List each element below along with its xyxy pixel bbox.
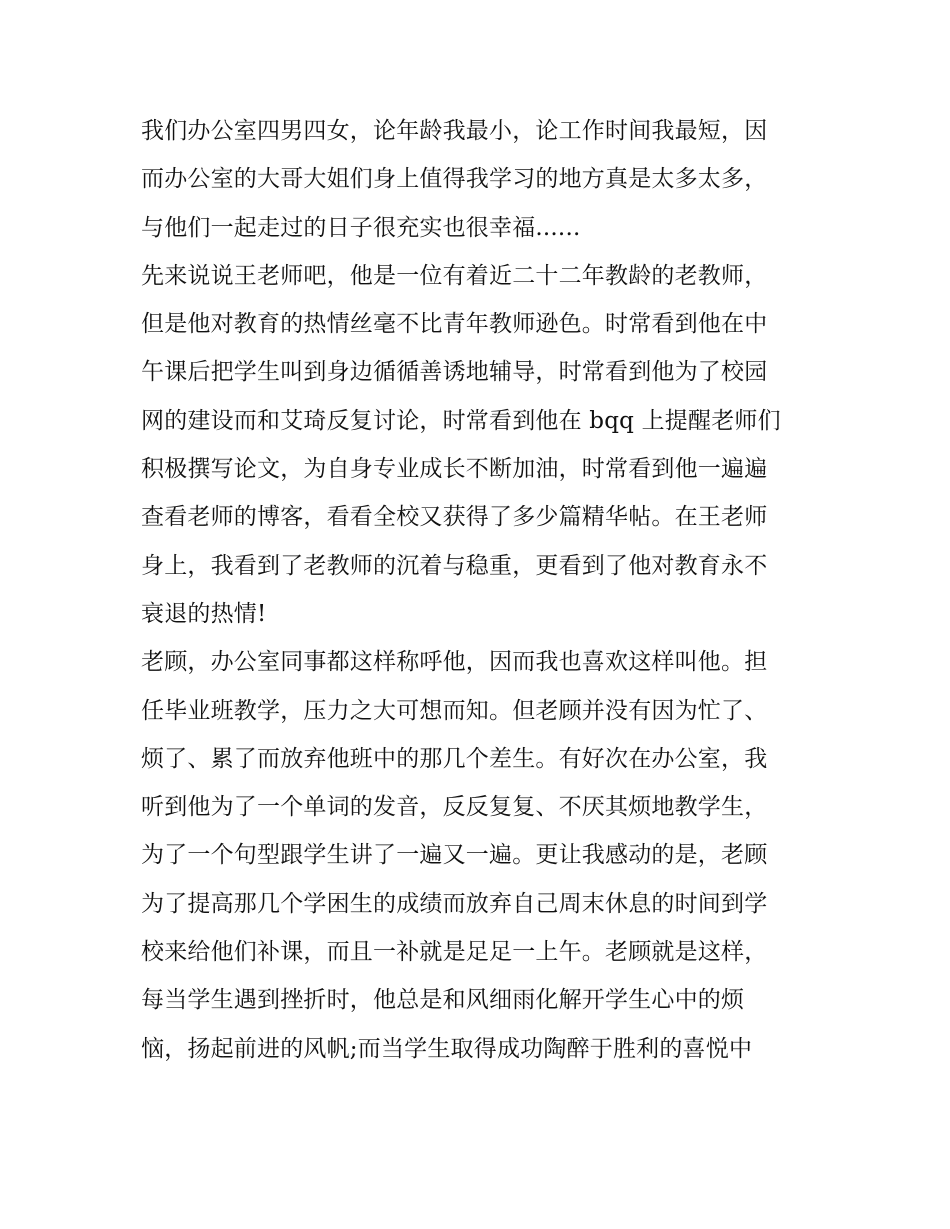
text-line: 我们办公室四男四女，论年龄我最小，论工作时间我最短，因 [141,118,768,144]
body-text [141,107,821,1073]
text-line: 为了一个句型跟学生讲了一遍又一遍。更让我感动的是，老顾 [141,842,768,869]
text-line: 烦了、累了而放弃他班中的那几个差生。有好次在办公室，我 [141,745,768,772]
text-line: 每当学生遇到挫折时，他总是和风细雨化解开学生心中的烦 [141,987,745,1014]
text-line: 但是他对教育的热情丝毫不比青年教师逊色。时常看到他在中 [141,311,768,338]
text-line: 午课后把学生叫到身边循循善诱地辅导，时常看到他为了校园 [141,359,768,386]
text-line: 校来给他们补课，而且一补就是足足一上午。老顾就是这样， [141,939,768,966]
text-line: 而办公室的大哥大姐们身上值得我学习的地方真是太多太多， [141,166,768,193]
text-line: 恼，扬起前进的风帆;而当学生取得成功陶醉于胜利的喜悦中 [141,1035,753,1062]
text-line: 身上，我看到了老教师的沉着与稳重，更看到了他对教育永不 [141,552,768,579]
text-line: 任毕业班教学，压力之大可想而知。但老顾并没有因为忙了、 [141,697,768,724]
text-line: 查看老师的博客，看看全校又获得了多少篇精华帖。在王老师 [141,504,768,531]
text-line: 先来说说王老师吧，他是一位有着近二十二年教龄的老教师， [141,262,768,289]
text-line: 为了提高那几个学困生的成绩而放弃自己周末休息的时间到学 [141,890,768,917]
text-line: 与他们一起走过的日子很充实也很幸福...... [141,214,581,241]
text-line: 积极撰写论文，为自身专业成长不断加油，时常看到他一遍遍 [141,456,768,483]
text-line: 网的建设而和艾琦反复讨论，时常看到他在 bqq 上提醒老师们 [141,407,781,434]
text-line: 老顾，办公室同事都这样称呼他，因而我也喜欢这样叫他。担 [141,649,768,676]
text-line: 听到他为了一个单词的发音，反反复复、不厌其烦地教学生， [141,794,768,821]
text-line: 衰退的热情! [141,600,267,627]
